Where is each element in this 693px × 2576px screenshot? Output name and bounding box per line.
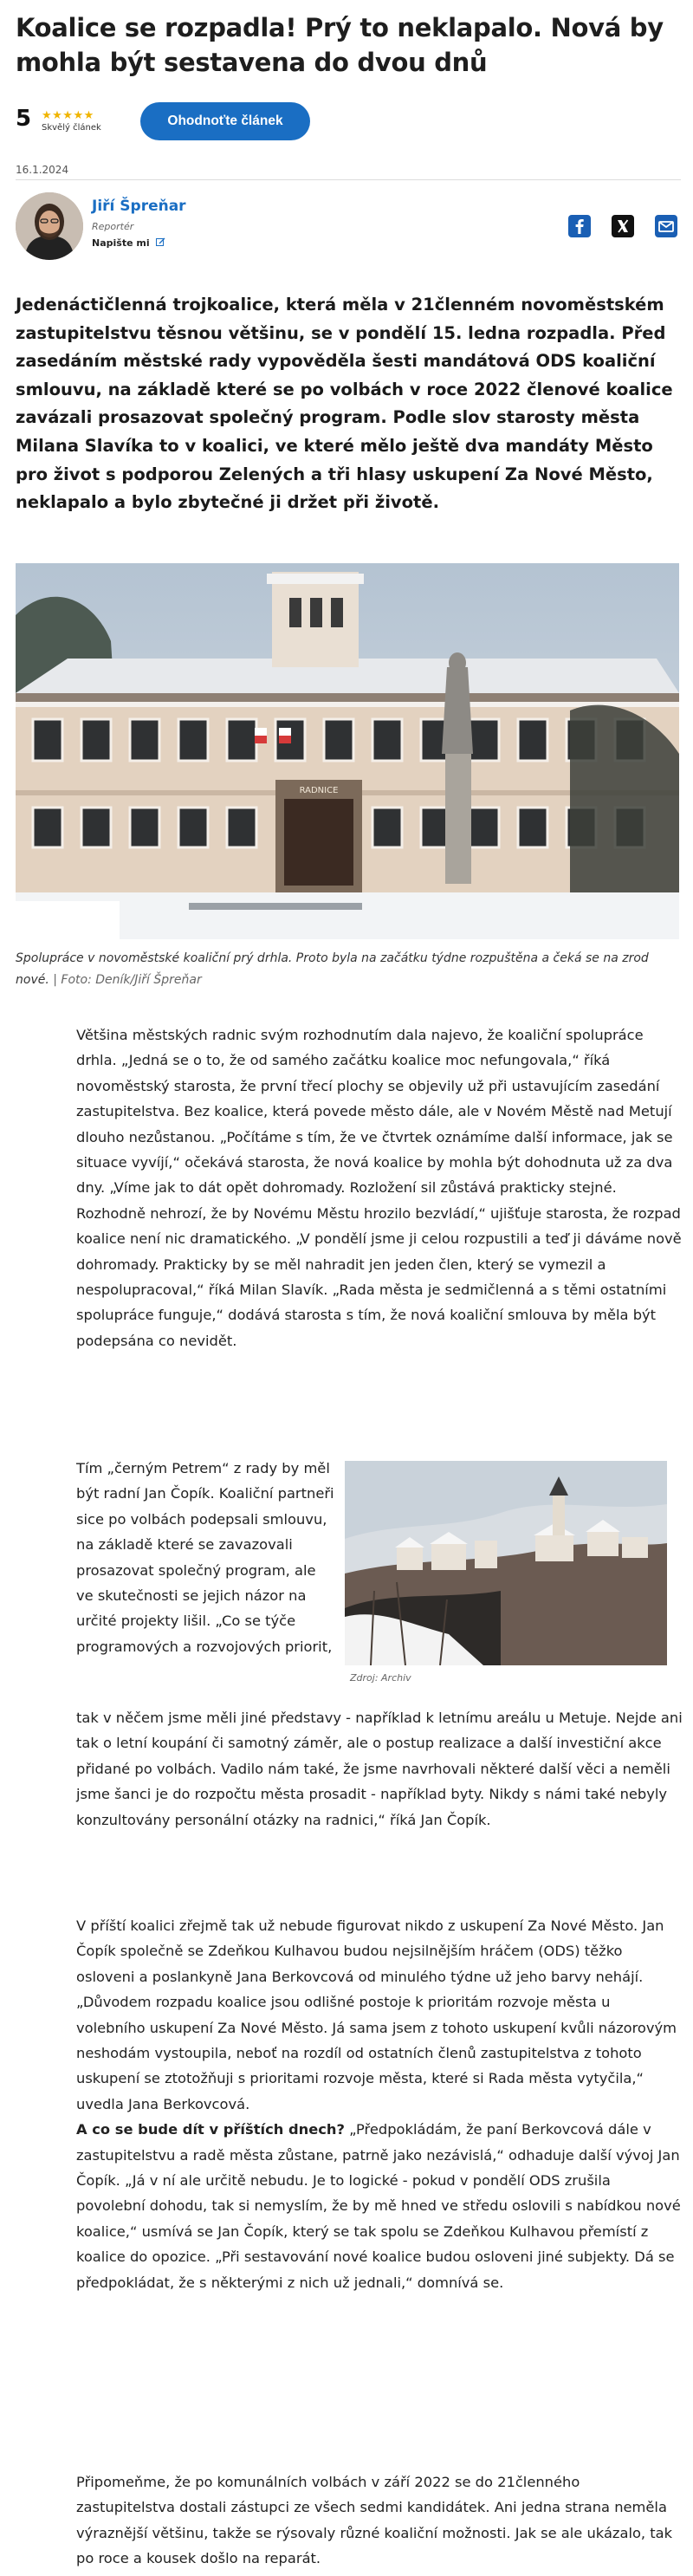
rating-label: Skvělý článek: [42, 123, 101, 133]
hero-caption: [16, 948, 677, 991]
article-rating: [16, 102, 362, 144]
author-role: Reportér: [92, 221, 134, 232]
hero-photo-credit: | Foto: Deník/Jiří Špreňar: [53, 973, 202, 987]
divider: [16, 179, 681, 180]
hero-image[interactable]: [16, 563, 679, 939]
inline-photo-credit: Zdroj: Archiv: [350, 1672, 411, 1684]
paragraph-3-answer: „Předpokládám, že paní Berkovcová dále v zastupitelstvu a radě města zůstane, patrně jako nezávislá,“ odhaduje další vývoj Jan Čopík. „Já v ní ale určitě nebudu. Je to logické - pokud v pondělí ODS zrušila povolební dohodu, tak si nemyslím, že by mě hned ve středu oslovili s nabídkou nové koalice,“ usmívá se Jan Čopík, který se tak spolu se Zdeňkou Kulhavou přemístí z koalice do opozice. „Při sestavování nové koalice budou osloveni jiné subjekty. Dá se předpokládat, že s některými z nich už jednali,“ domnívá se.: [76, 2121, 681, 2291]
article-paragraph-2-start: Tím „černým Petrem“ z rady by měl být radní Jan Čopík. Koaliční partneři sice po volbách podepsali smlouvu, na základě které se zavazovali prosazovat společný program, ale ve skutečnosti se jejich názor na určité projekty lišil. „Co se týče programových a rozvojových priorit,: [76, 1460, 334, 1655]
author-avatar[interactable]: [16, 192, 83, 260]
x-icon[interactable]: [612, 215, 634, 237]
inline-town-photo[interactable]: [345, 1461, 667, 1665]
publish-date: 16.1.2024: [16, 164, 69, 176]
paragraph-3-text: V příští koalici zřejmě tak už nebude figurovat nikdo z uskupení Za Nové Město. Jan Čopík společně se Zdeňkou Kulhavou budou nejsilnějším hráčem (ODS) těžko osloveni a poslankyně Jana Berkovcová od minulého týdne už jeho barvy nehájí. „Důvodem rozpadu koalice jsou odlišné postoje k prioritám rozvoje města u volebního uskupení Za Nové Město. Já sama jsem z tohoto uskupení kvůli názorovým neshodám vystoupila, neboť na rozdíl od ostatních členů zastupitelstva z tohoto uskupení se ztotožňuji s prioritami rozvoje města, které si Rada města vytyčila,“ uvedla Jana Berkovcová.: [76, 1917, 677, 2112]
author-box: [16, 192, 681, 263]
article-perex: Jedenáctičlenná trojkoalice, která měla v 21členném novoměstském zastupitelstvu těsnou většinu, se v pondělí 15. ledna rozpadla. Před zasedáním městské rady vypověděla šesti mandátová ODS koaliční smlouvu, na základě které se po volbách v roce 2022 členové koalice zavázali prosazovat společný program. Podle slov starosty města Milana Slavíka to v koalici, ve které mělo ještě dva mandáty Město pro život s podporou Zelených a tři hlasy uskupení Za Nové Město, neklapalo a bylo zbytečné ji držet při životě.: [16, 295, 673, 513]
article-paragraph-3: [76, 1913, 683, 2295]
rating-stars-icon: ★★★★★: [42, 109, 94, 122]
subheading-question: A co se bude dít v příštích dnech?: [76, 2121, 345, 2138]
write-to-author-link[interactable]: [92, 237, 165, 250]
author-name[interactable]: Jiří Špreňar: [92, 198, 186, 215]
town-hall-sign: RADNICE: [299, 786, 339, 795]
article-headline: Koalice se rozpadla! Prý to neklapalo. Nová by mohla být sestavena do dvou dnů: [16, 13, 664, 77]
write-to-author-label: Napište mi: [92, 237, 150, 249]
edit-icon: [156, 237, 165, 250]
rate-article-button[interactable]: Ohodnoťte článek: [140, 102, 310, 140]
article-paragraph-1: Většina městských radnic svým rozhodnutím dala najevo, že koaliční spolupráce drhla. „Jedná se o to, že od samého začátku koalice moc nefungovala,“ říká novoměstský starosta, že první třecí plochy se objevily už při ustavujícím zasedání zastupitelstva. Bez koalice, která povede město dále, ale v Novém Městě nad Metují dlouho nezůstanou. „Počítáme s tím, že ve čtvrtek oznámíme další informace, jak se situace vyvíjí,“ očekává starosta, že nová koalice by mohla být dohodnuta už za dva dny. „Víme jak to dát opět dohromady. Rozložení sil zůstává prakticky stejné. Rozhodně nehrozí, že by Novému Městu hrozilo bezvládí,“ ujišťuje starosta, že rozpad koalice není nic dramatického. „V pondělí jsme ji celou rozpustili a teď ji dáváme nově dohromady. Prakticky by se měl nahradit jen jeden člen, který se vymezil a nespolupracoval,“ říká Milan Slavík. „Rada města je sedmičlenná a s těmi ostatními spolupráce funguje,“ dodává starosta s tím, že nová koaliční smlouva by měla být podepsána co nevidět.: [76, 1027, 682, 1349]
mail-icon[interactable]: [655, 215, 677, 237]
article-paragraph-4: Připomeňme, že po komunálních volbách v září 2022 se do 21členného zastupitelstva dostali zástupci ze všech sedmi kandidátek. Ani jedna strana neměla výraznější většinu, takže se rýsovaly různé koaliční možnosti. Jak se ale ukázalo, tak po roce a kousek došlo na reparát.: [76, 2474, 673, 2567]
facebook-icon[interactable]: [568, 215, 591, 237]
article-paragraph-2-end: tak v něčem jsme měli jiné představy - například k letnímu areálu u Metuje. Nejde ani tak o letní koupání či samotný záměr, ale o postup realizace a další investiční akce přidané po volbách. Vadilo nám také, že jsme navrhovali některé další věci a neměli jsme šanci je do rozpočtu města prosadit - například byty. Nikdy s námi také nebyly konzultovány personální otázky na radnici,“ říká Jan Čopík.: [76, 1710, 683, 1828]
rating-value: 5: [16, 106, 32, 132]
hero-caption-text: Spolupráce v novoměstské koaliční prý drhla. Proto byla na začátku týdne rozpuštěna a čeká se na zrod nové.: [16, 951, 649, 987]
